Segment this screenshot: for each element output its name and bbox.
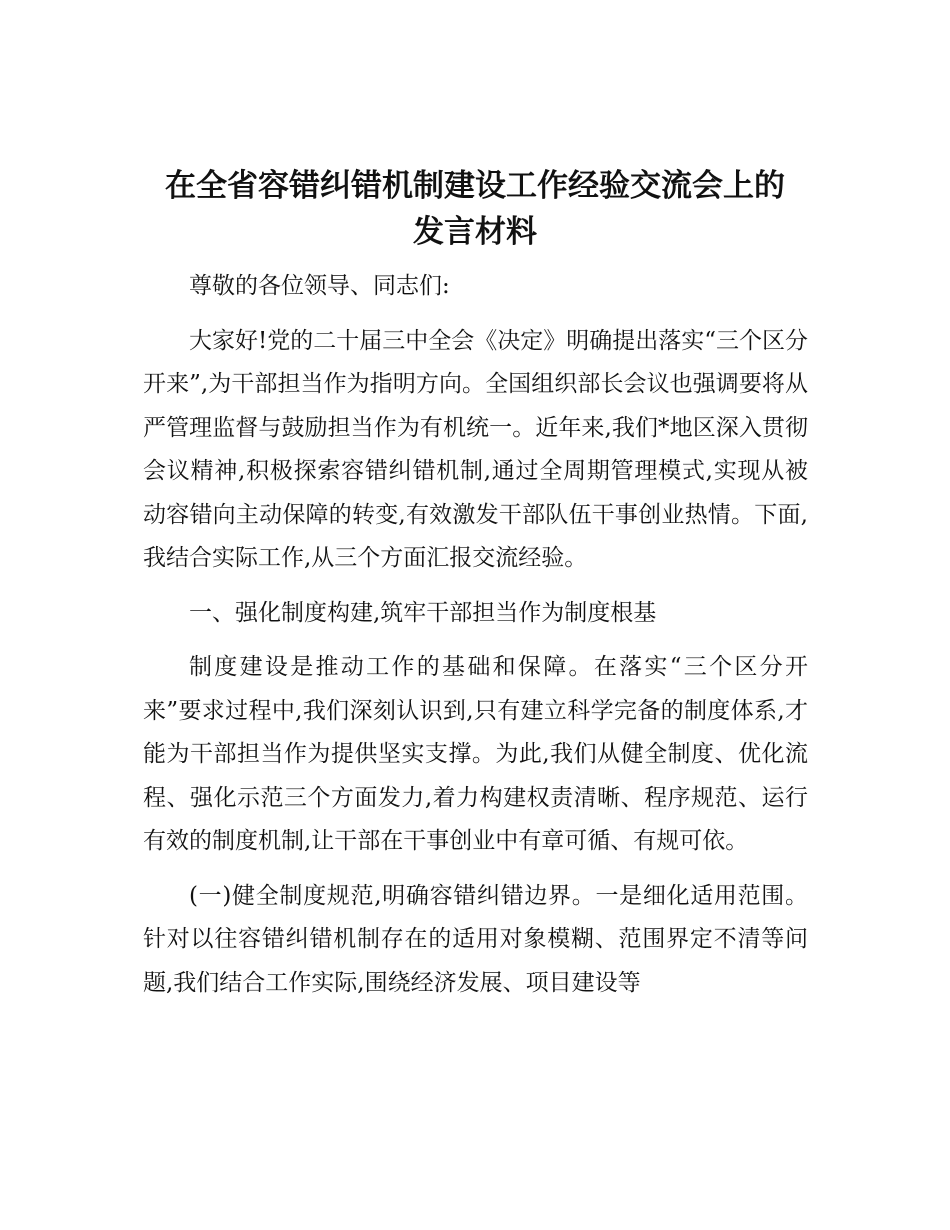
section-heading-1: 一、强化制度构建,筑牢干部担当作为制度根基 bbox=[189, 599, 657, 626]
paragraph-opening: 大家好!党的二十届三中全会《决定》明确提出落实“三个区分开来”,为干部担当作为指明方向。全国组织部长会议也强调要将从严管理监督与鼓励担当作为有机统一。近年来,我们*地区深入贯彻会议精神,积极探索容错纠错机制,通过全周期管理模式,实现从被动容错向主动保障的转变,有效激发干部队伍干事创业热情。下面,我结合实际工作,从三个方面汇报交流经验。 bbox=[143, 327, 809, 571]
document-body bbox=[143, 265, 808, 1016]
document-title bbox=[130, 163, 820, 255]
title-line-1: 在全省容错纠错机制建设工作经验交流会上的 bbox=[165, 168, 785, 204]
title-line-2: 发言材料 bbox=[413, 214, 537, 250]
salutation: 尊敬的各位领导、同志们: bbox=[189, 273, 450, 299]
paragraph-subsection-1: (一)健全制度规范,明确容错纠错边界。一是细化适用范围。针对以往容错纠错机制存在的适用对象模糊、范围界定不清等问题,我们结合工作实际,围绕经济发展、项目建设等 bbox=[143, 882, 808, 996]
paragraph-section-1: 制度建设是推动工作的基础和保障。在落实“三个区分开来”要求过程中,我们深刻认识到,只有建立科学完备的制度体系,才能为干部担当作为提供坚实支撑。为此,我们从健全制度、优化流程、强化示范三个方面发力,着力构建权责清晰、程序规范、运行有效的制度机制,让干部在干事创业中有章可循、有规可依。 bbox=[143, 654, 808, 854]
